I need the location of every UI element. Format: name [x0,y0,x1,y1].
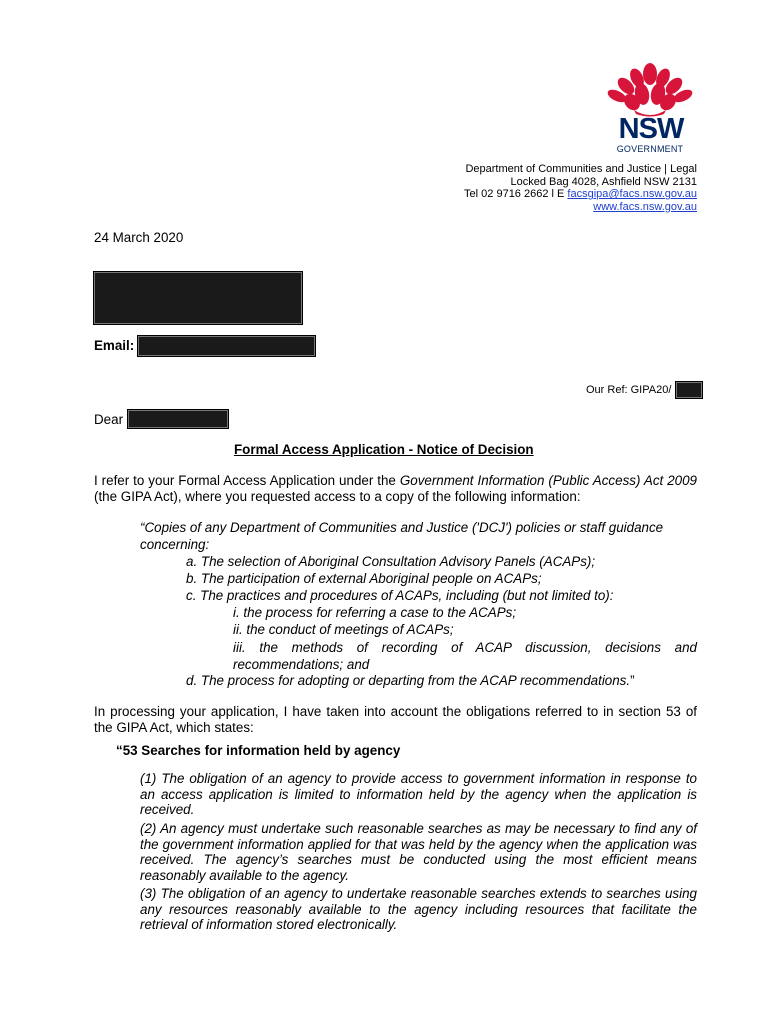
act-title: Government Information (Public Access) Act 2009 [399,473,697,488]
section-53-heading: “53 Searches for information held by agency [116,743,401,758]
redacted-recipient-address [93,271,303,325]
request-item-b: b. The participation of external Aboriginal people on ACAPs; [186,571,542,586]
processing-paragraph: In processing your application, I have taken into account the obligations referred to in section 53 of the GIPA Act, which states: [94,704,697,735]
intro-text-2: (the GIPA Act), where you requested access to a copy of the following information: [94,489,581,504]
request-item-c-iii: iii. the methods of recording of ACAP discussion, decisions and recommendations; and [233,640,697,672]
logo-subtext: GOVERNMENT [616,144,684,154]
request-item-a: a. The selection of Aboriginal Consultation Advisory Panels (ACAPs); [186,554,596,569]
phone-text: Tel 02 9716 2662 l E [464,188,568,201]
postal-address: Locked Bag 4028, Ashfield NSW 2131 [510,175,697,188]
contact-line [464,188,697,201]
email-link[interactable]: facsgipa@facs.nsw.gov.au [567,188,697,201]
logo-wordmark: NSW [618,113,684,145]
subject-heading: Formal Access Application - Notice of Decision [234,442,534,457]
website-link[interactable]: www.facs.nsw.gov.au [593,200,697,213]
intro-paragraph [94,473,697,505]
redacted-ref-number [675,381,703,399]
section-53-subsection-1: (1) The obligation of an agency to provide access to government information in response to an access application is limited to information held by the agency when the application is received. [140,771,697,817]
section-53-subsection-3: (3) The obligation of an agency to undertake reasonable searches extends to searches using any resources reasonably available to the agency including resources that facilitate the retrieval of information stored electronically. [140,886,697,932]
email-label: Email: [94,338,135,353]
our-ref: Our Ref: GIPA20/ [586,384,672,396]
waratah-icon [604,62,696,118]
redacted-name [127,409,229,429]
request-item-c-ii: ii. the conduct of meetings of ACAPs; [233,622,454,637]
request-item-d [186,673,635,689]
request-item-c: c. The practices and procedures of ACAPs, including (but not limited to): [186,588,614,603]
request-item-c-i: i. the process for referring a case to the ACAPs; [233,605,517,620]
intro-text-1: I refer to your Formal Access Application under the [94,473,400,488]
dept-name: Department of Communities and Justice | Legal [465,163,697,175]
closing-quote: ” [630,673,635,688]
nsw-government-logo [604,62,696,156]
request-line-1: “Copies of any Department of Communities and Justice ('DCJ') policies or staff guidance [140,520,664,535]
letter-date: 24 March 2020 [94,230,184,245]
request-line-2: concerning: [140,537,210,552]
request-item-d-text: d. The process for adopting or departing from the ACAP recommendations. [186,673,631,688]
redacted-email [137,335,316,357]
section-53-subsection-2: (2) An agency must undertake such reasonable searches as may be necessary to find any of the government information applied for that was held by the agency when the application was received. The agency’s searches must be conducted using the most efficient means reasonably available to the agency. [140,821,697,883]
salutation: Dear [94,412,124,427]
letterhead-address [464,163,697,213]
